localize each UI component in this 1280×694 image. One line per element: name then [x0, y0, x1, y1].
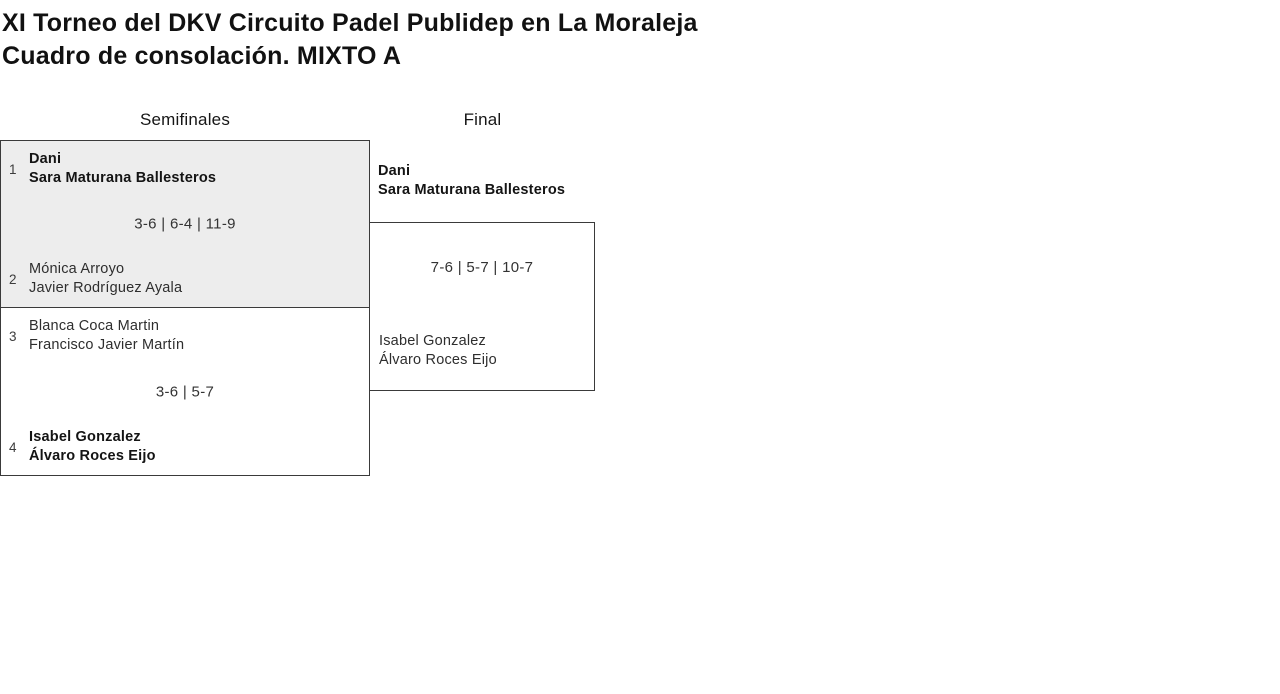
final-team-top [378, 162, 565, 200]
team-players [29, 260, 182, 298]
seed-number: 4 [9, 439, 17, 455]
player-name: Álvaro Roces Eijo [29, 448, 156, 464]
match-score: 3-6 | 6-4 | 11-9 [134, 215, 236, 233]
team-seed-1 [1, 150, 216, 188]
player-name: Sara Maturana Ballesteros [29, 170, 217, 186]
final-match [369, 222, 595, 391]
semifinals-column [0, 140, 370, 476]
team-players [29, 317, 184, 355]
final-team-bottom [379, 332, 497, 370]
semifinal-match-1 [1, 141, 369, 308]
player-name: Javier Rodríguez Ayala [29, 280, 183, 296]
player-name: Isabel Gonzalez [379, 333, 486, 349]
player-name: Isabel Gonzalez [29, 429, 141, 445]
round-label-final: Final [463, 110, 502, 129]
team-seed-2 [1, 260, 182, 298]
player-name: Francisco Javier Martín [29, 337, 185, 353]
match-score: 3-6 | 5-7 [155, 383, 215, 400]
player-name: Dani [29, 151, 62, 167]
player-name: Mónica Arroyo [29, 261, 125, 277]
player-name: Álvaro Roces Eijo [379, 352, 497, 368]
team-players [29, 150, 216, 188]
team-seed-3 [1, 317, 184, 355]
page-title [2, 7, 698, 73]
semifinal-match-2 [1, 308, 369, 475]
player-name: Dani [378, 163, 411, 179]
round-label-semifinales: Semifinales [139, 110, 231, 129]
final-match-score: 7-6 | 5-7 | 10-7 [430, 259, 534, 276]
seed-number: 1 [9, 161, 17, 177]
seed-number: 2 [9, 271, 17, 287]
seed-number: 3 [9, 328, 17, 344]
player-name: Blanca Coca Martin [29, 318, 160, 334]
team-players [29, 428, 156, 466]
page-title-line-1: XI Torneo del DKV Circuito Padel Publidep en La Moraleja [2, 9, 698, 37]
team-seed-4 [1, 428, 156, 466]
player-name: Sara Maturana Ballesteros [378, 182, 566, 198]
page-title-line-2: Cuadro de consolación. MIXTO A [2, 42, 402, 70]
